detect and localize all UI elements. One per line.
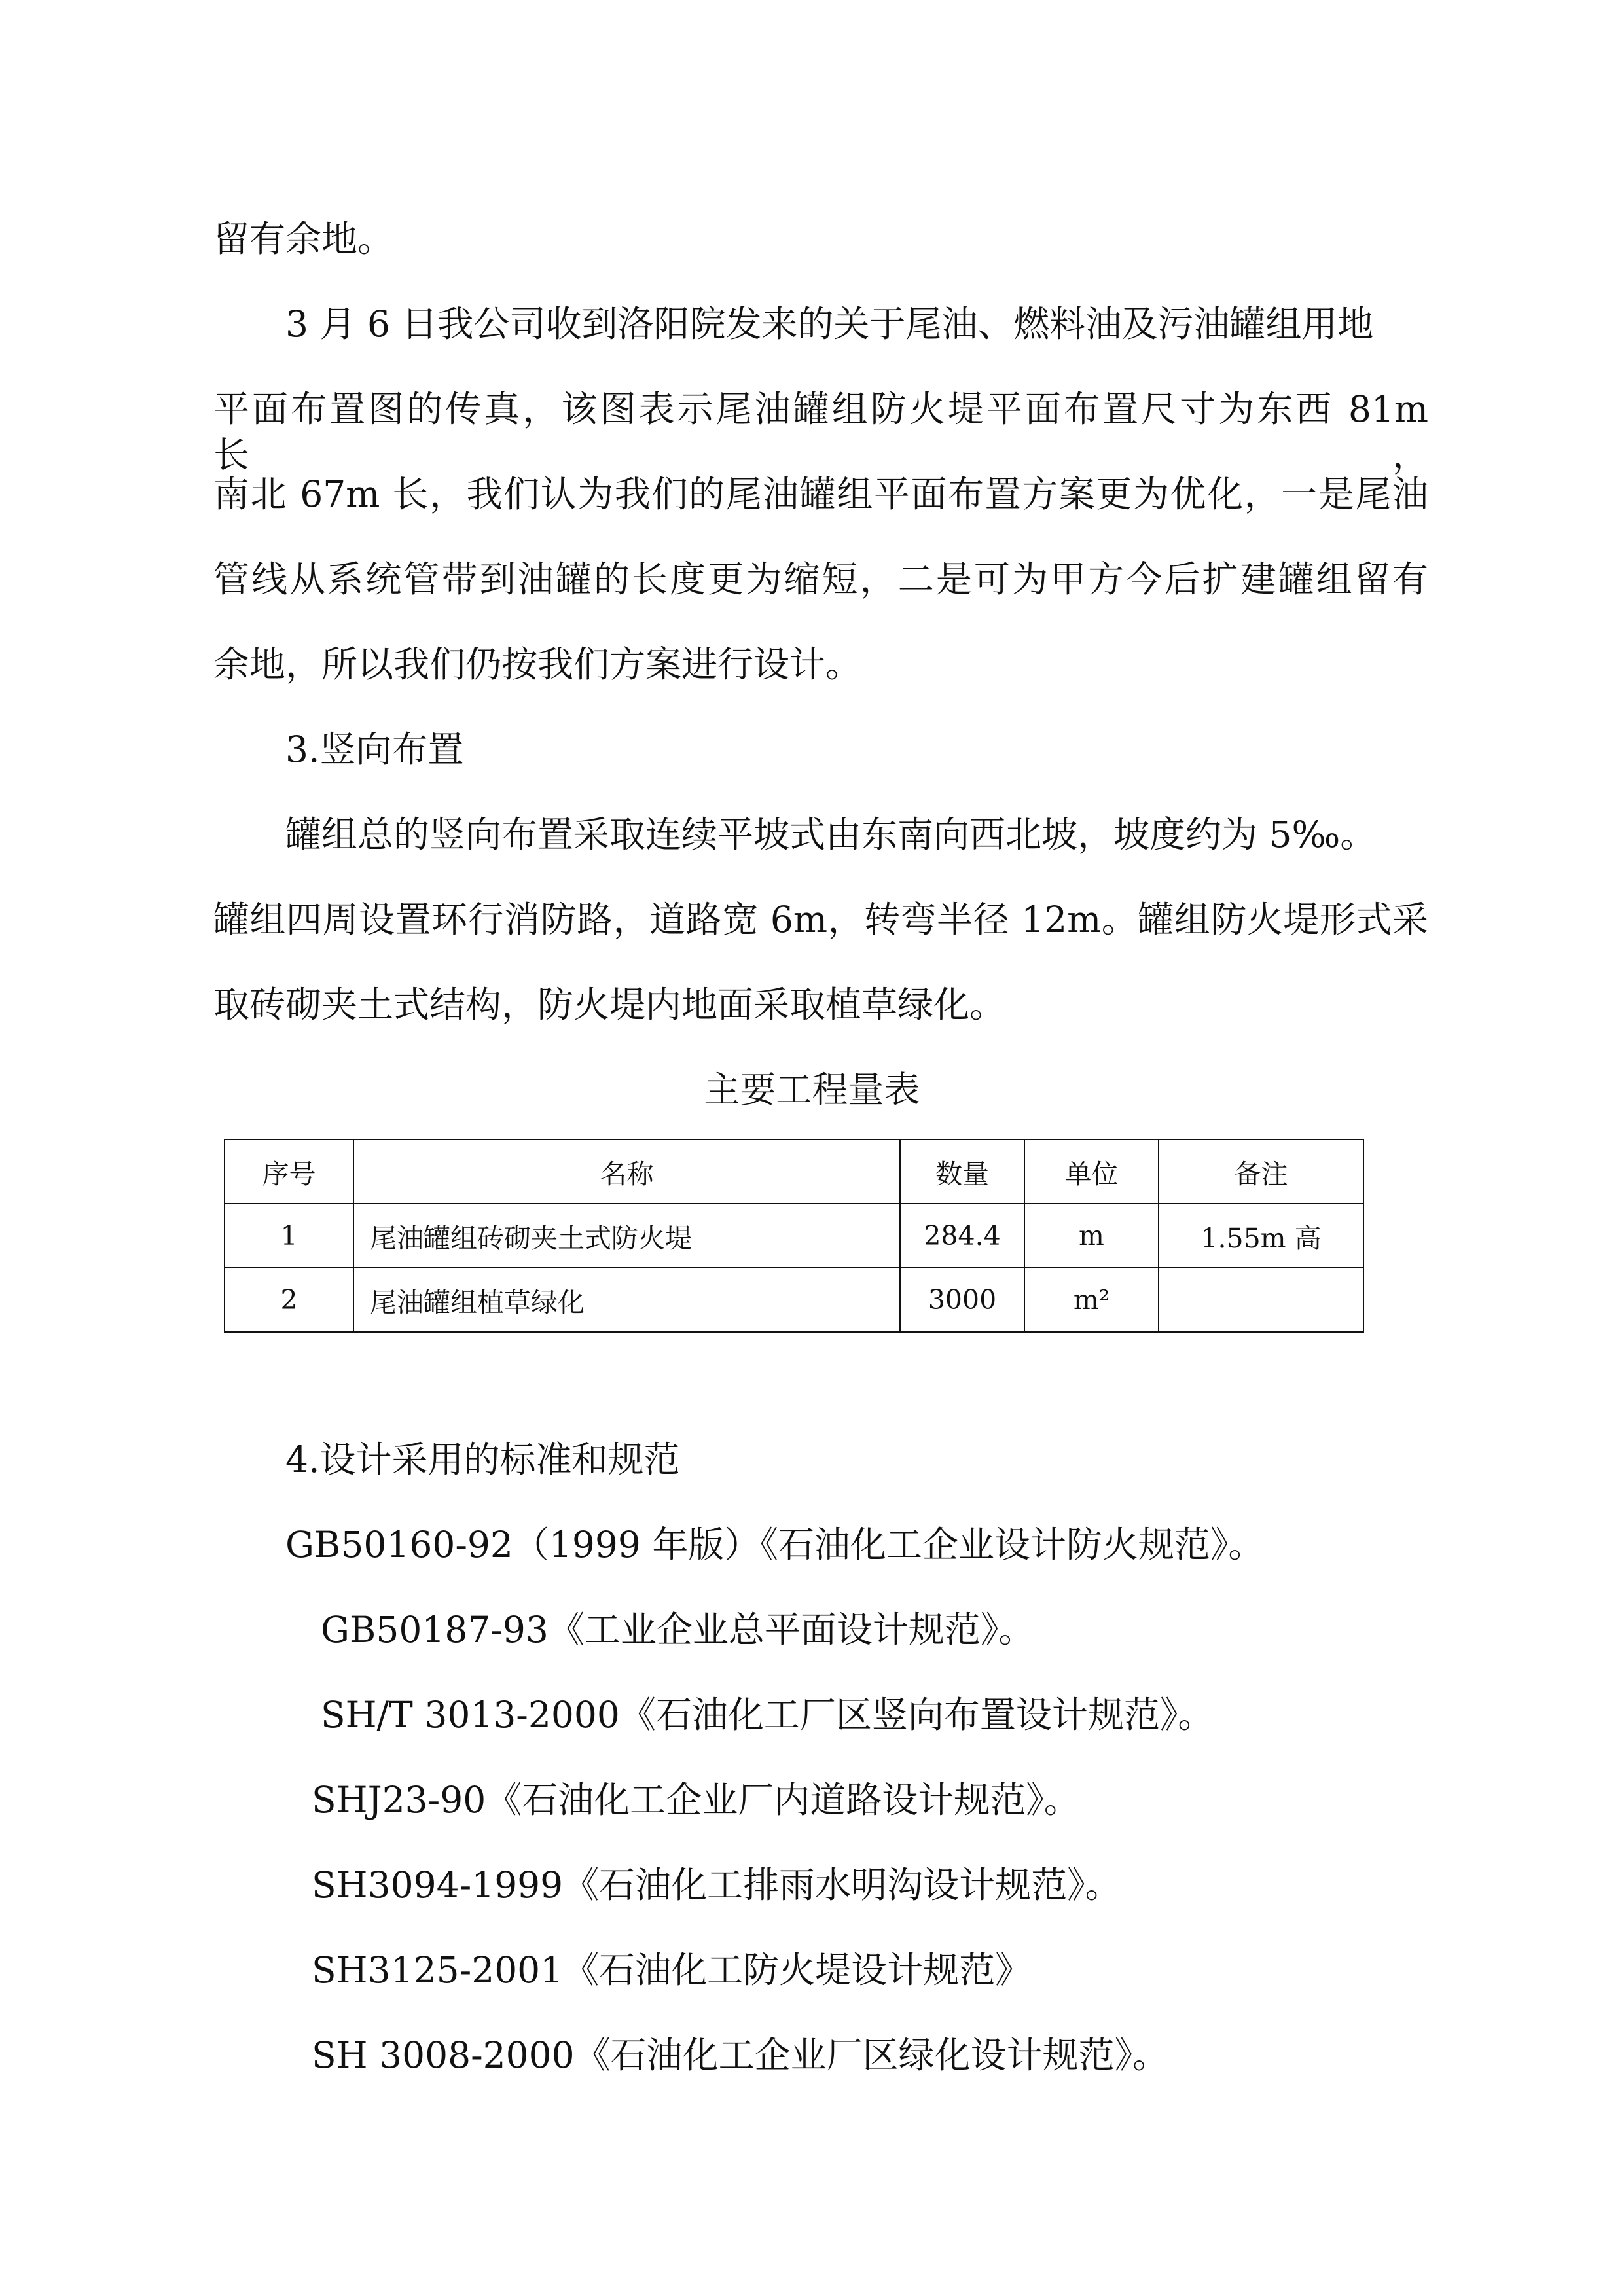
section-heading: 4.设计采用的标准和规范 xyxy=(285,1439,680,1480)
paragraph-line: 南北 67m 长，我们认为我们的尾油罐组平面布置方案更为优化，一是尾油 xyxy=(213,473,1428,515)
header-name: 名称 xyxy=(353,1139,900,1204)
quantity-table xyxy=(224,1139,1364,1333)
cell-unit: m² xyxy=(1024,1268,1159,1332)
paragraph-line: 留有余地。 xyxy=(213,218,394,260)
table-row xyxy=(225,1268,1363,1332)
paragraph-line: 管线从系统管带到油罐的长度更为缩短，二是可为甲方今后扩建罐组留有 xyxy=(213,558,1428,600)
paragraph-line: 3 月 6 日我公司收到洛阳院发来的关于尾油、燃料油及污油罐组用地 xyxy=(285,303,1374,345)
cell-name: 尾油罐组砖砌夹土式防火堤 xyxy=(353,1204,900,1268)
cell-name: 尾油罐组植草绿化 xyxy=(353,1268,900,1332)
paragraph-line: 罐组四周设置环行消防路，道路宽 6m，转弯半径 12m。罐组防火堤形式采 xyxy=(213,899,1428,941)
table-title: 主要工程量表 xyxy=(704,1069,920,1111)
cell-unit: m xyxy=(1024,1204,1159,1268)
paragraph-line: 平面布置图的传真，该图表示尾油罐组防火堤平面布置尺寸为东西 81m 长， xyxy=(213,388,1428,476)
standard-item: SH/T 3013-2000《石油化工厂区竖向布置设计规范》。 xyxy=(321,1694,1214,1736)
cell-index: 2 xyxy=(225,1268,353,1332)
standard-item: GB50160-92（1999 年版）《石油化工企业设计防火规范》。 xyxy=(285,1524,1265,1566)
standard-item: SH3094-1999《石油化工排雨水明沟设计规范》。 xyxy=(312,1864,1121,1906)
paragraph-line: 取砖砌夹土式结构，防火堤内地面采取植草绿化。 xyxy=(213,984,1006,1026)
standard-item: SHJ23-90《石油化工企业厂内道路设计规范》。 xyxy=(312,1779,1080,1821)
header-remark: 备注 xyxy=(1159,1139,1363,1204)
standard-item: SH3125-2001《石油化工防火堤设计规范》 xyxy=(312,1949,1032,1991)
paragraph-line: 余地，所以我们仍按我们方案进行设计。 xyxy=(213,643,862,685)
standard-item: SH 3008-2000《石油化工企业厂区绿化设计规范》。 xyxy=(312,2034,1169,2076)
cell-remark xyxy=(1159,1268,1363,1332)
header-index: 序号 xyxy=(225,1139,353,1204)
cell-quantity: 3000 xyxy=(900,1268,1024,1332)
cell-index: 1 xyxy=(225,1204,353,1268)
header-unit: 单位 xyxy=(1024,1139,1159,1204)
cell-remark: 1.55m 高 xyxy=(1159,1204,1363,1268)
paragraph-line: 罐组总的竖向布置采取连续平坡式由东南向西北坡，坡度约为 5‰。 xyxy=(285,814,1377,855)
table-row xyxy=(225,1204,1363,1268)
header-quantity: 数量 xyxy=(900,1139,1024,1204)
table-header-row xyxy=(225,1139,1363,1204)
standard-item: GB50187-93《工业企业总平面设计规范》。 xyxy=(321,1609,1035,1651)
section-heading: 3.竖向布置 xyxy=(285,728,464,770)
cell-quantity: 284.4 xyxy=(900,1204,1024,1268)
